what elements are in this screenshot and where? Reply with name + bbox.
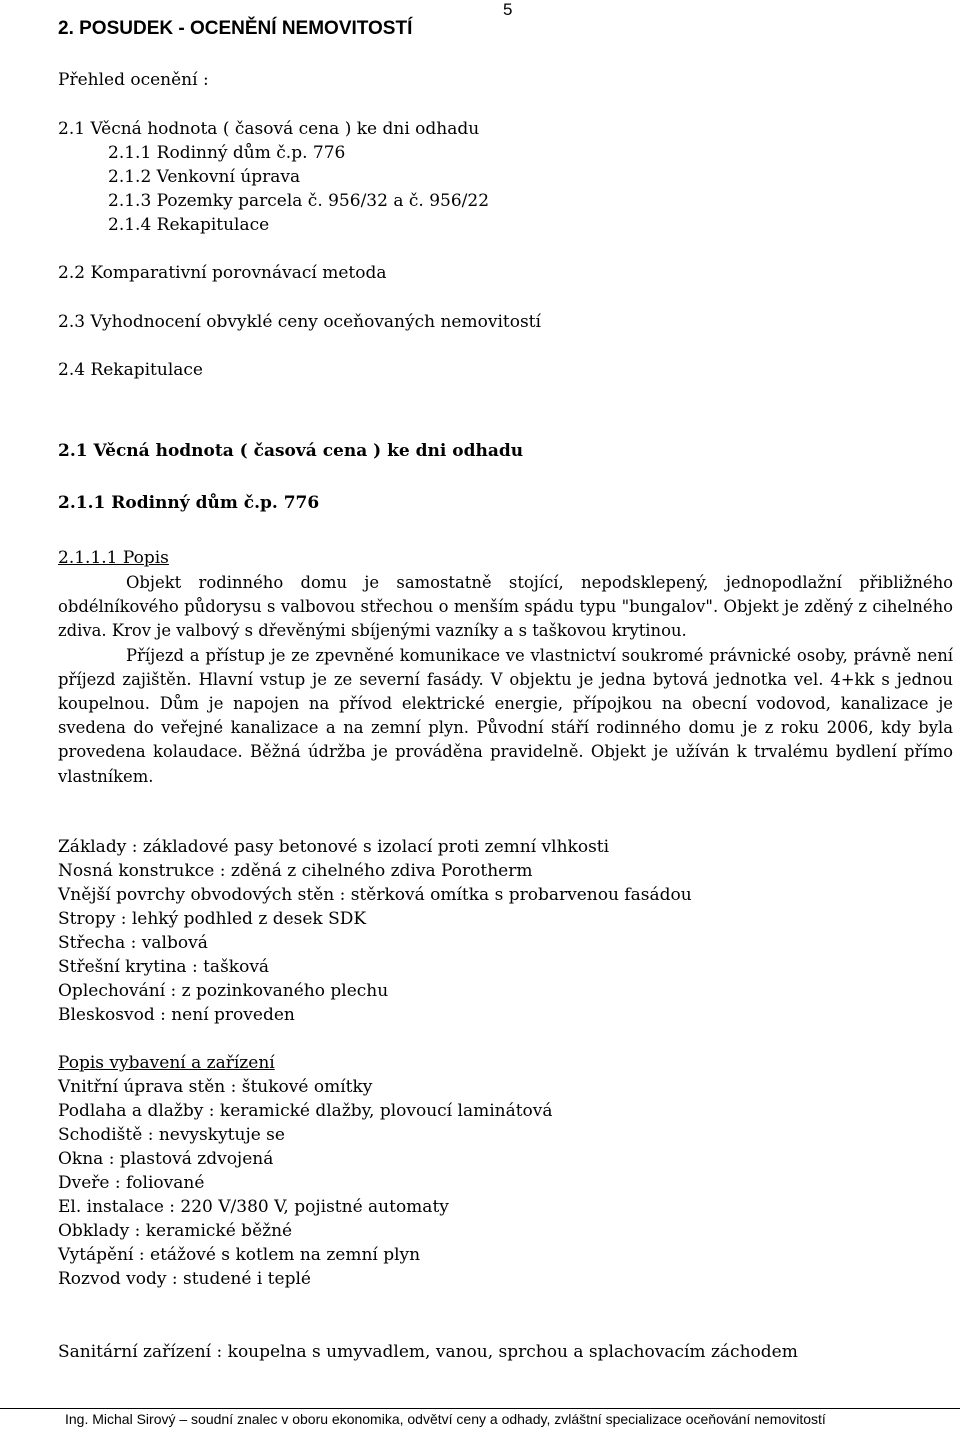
overview-item: 2.1.1 Rodinný dům č.p. 776 (108, 143, 346, 163)
equipment-item: Rozvod vody : studené i teplé (58, 1269, 311, 1289)
construction-item: Stropy : lehký podhled z desek SDK (58, 909, 367, 929)
construction-item: Bleskosvod : není proveden (58, 1005, 295, 1025)
equipment-item: Podlaha a dlažby : keramické dlažby, plovoucí laminátová (58, 1101, 553, 1121)
overview-item: 2.1 Věcná hodnota ( časová cena ) ke dni odhadu (58, 119, 480, 139)
construction-item: Základy : základové pasy betonové s izolací proti zemní vlhkosti (58, 837, 610, 857)
equipment-title: Popis vybavení a zařízení (58, 1053, 275, 1073)
overview-item: 2.4 Rekapitulace (58, 360, 203, 380)
equipment-item: Vytápění : etážové s kotlem na zemní plyn (58, 1245, 421, 1265)
overview-item: 2.3 Vyhodnocení obvyklé ceny oceňovaných nemovitostí (58, 312, 541, 332)
overview-title: Přehled ocenění : (58, 70, 209, 90)
equipment-item: Obklady : keramické běžné (58, 1221, 293, 1241)
equipment-item: Okna : plastová zdvojená (58, 1149, 274, 1169)
subsubsection-heading: 2.1.1.1 Popis (58, 548, 169, 568)
overview-item: 2.1.3 Pozemky parcela č. 956/32 a č. 956/22 (108, 191, 490, 211)
equipment-item: El. instalace : 220 V/380 V, pojistné automaty (58, 1197, 449, 1217)
construction-item: Střecha : valbová (58, 933, 208, 953)
sanitary-line: Sanitární zařízení : koupelna s umyvadlem, vanou, sprchou a splachovacím záchodem (58, 1342, 798, 1362)
footer-divider (0, 1408, 960, 1409)
equipment-item: Dveře : foliované (58, 1173, 205, 1193)
equipment-item: Schodiště : nevyskytuje se (58, 1125, 285, 1145)
construction-item: Střešní krytina : tašková (58, 957, 270, 977)
paragraph-2: Příjezd a přístup je ze zpevněné komunikace ve vlastnictví soukromé právnické osoby, právně není příjezd zajištěn. Hlavní vstup je ze severní fasády. V objektu je jedna bytová jednotka vel. 4+kk s jednou koupelnou. Dům je napojen na přívod elektrické energie, přípojkou na obecní vodovod, kanalizace je svedena do veřejné kanalizace a na zemní plyn. Původní stáří rodinného domu je z roku 2006, kdy byla provedena kolaudace. Běžná údržba je prováděna pravidelně. Objekt je užíván k trvalému bydlení přímo vlastníkem. (58, 645, 953, 786)
overview-item: 2.2 Komparativní porovnávací metoda (58, 263, 387, 283)
footer-text: Ing. Michal Sirový – soudní znalec v oboru ekonomika, odvětví ceny a odhady, zvláštní specializace oceňování nemovitostí (65, 1411, 826, 1427)
paragraph-1: Objekt rodinného domu je samostatně stojící, nepodsklepený, jednopodlažní přibližného obdélníkového půdorysu s valbovou střechou o menším spádu typu "bungalov". Objekt je zděný z cihelného zdiva. Krov je valbový s dřevěnými sbíjenými vazníky a s taškovou krytinou. (58, 573, 953, 641)
equipment-item: Vnitřní úprava stěn : štukové omítky (58, 1077, 373, 1097)
overview-item: 2.1.2 Venkovní úprava (108, 167, 301, 187)
page-heading: 2. POSUDEK - OCENĚNÍ NEMOVITOSTÍ (58, 18, 413, 39)
construction-item: Oplechování : z pozinkovaného plechu (58, 981, 389, 1001)
subsection-heading: 2.1.1 Rodinný dům č.p. 776 (58, 493, 320, 513)
page-number: 5 (503, 0, 513, 19)
overview-item: 2.1.4 Rekapitulace (108, 215, 270, 235)
section-heading: 2.1 Věcná hodnota ( časová cena ) ke dni odhadu (58, 441, 524, 461)
construction-item: Nosná konstrukce : zděná z cihelného zdiva Porotherm (58, 861, 533, 881)
description-paragraph (58, 571, 953, 789)
construction-item: Vnější povrchy obvodových stěn : stěrková omítka s probarvenou fasádou (58, 885, 692, 905)
